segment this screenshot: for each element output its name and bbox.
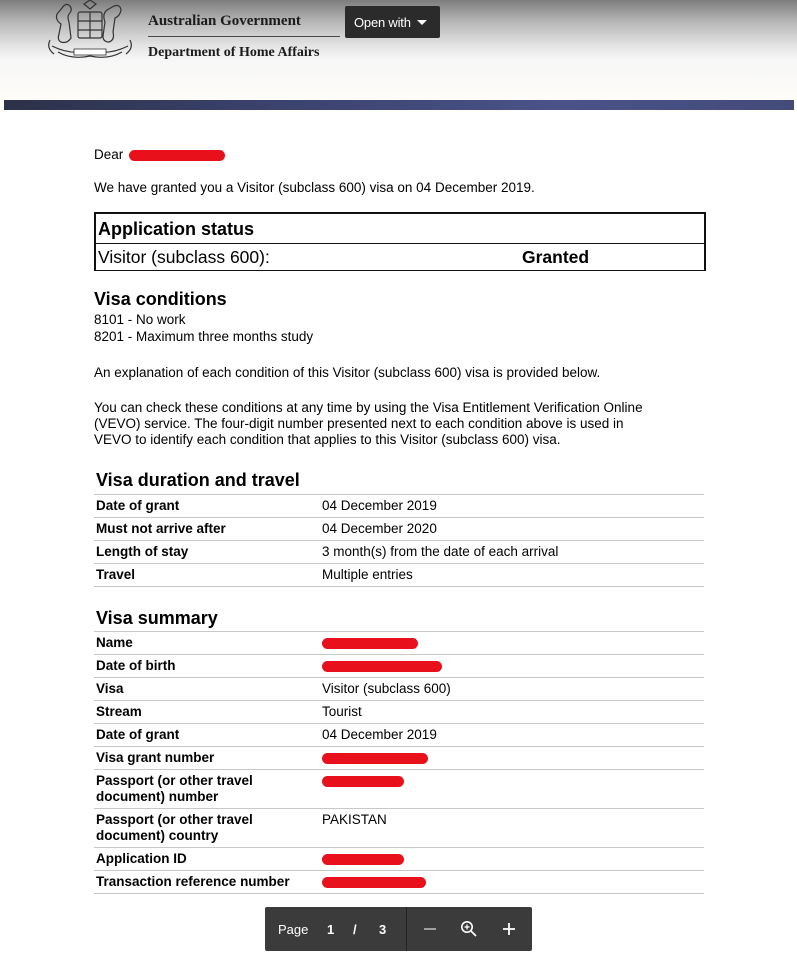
summary-heading: Visa summary bbox=[96, 608, 218, 628]
status-value: Granted bbox=[522, 247, 590, 267]
summary-table bbox=[94, 631, 704, 894]
table-row: Application ID bbox=[94, 848, 704, 871]
duration-table bbox=[94, 494, 704, 587]
greeting: Dear bbox=[94, 147, 225, 163]
condition-item: 8201 - Maximum three months study bbox=[94, 329, 314, 344]
table-row: Date of birth bbox=[94, 655, 704, 678]
redacted-value bbox=[322, 854, 404, 865]
redacted-value bbox=[322, 877, 426, 888]
open-with-label: Open with bbox=[354, 14, 411, 30]
table-row: Length of stay 3 month(s) from the date of each arrival bbox=[94, 541, 704, 564]
header-band bbox=[4, 100, 794, 110]
table-row: Date of grant 04 December 2019 bbox=[94, 495, 704, 518]
condition-item: 8101 - No work bbox=[94, 312, 186, 327]
table-row: Passport (or other travel document) country PAKISTAN bbox=[94, 809, 704, 848]
table-row: Travel Multiple entries bbox=[94, 564, 704, 587]
page-label: Page bbox=[278, 922, 309, 937]
government-title: Australian Government bbox=[148, 13, 301, 29]
coat-of-arms-icon bbox=[44, 0, 136, 66]
chevron-down-icon bbox=[417, 20, 427, 25]
minus-icon bbox=[422, 921, 438, 937]
total-pages: 3 bbox=[379, 922, 387, 937]
table-row: Name bbox=[94, 632, 704, 655]
redacted-value bbox=[322, 661, 442, 672]
redacted-value bbox=[322, 753, 428, 764]
current-page-number[interactable]: 1 bbox=[327, 922, 335, 937]
title-divider bbox=[148, 36, 340, 37]
status-label: Visitor (subclass 600): bbox=[98, 247, 270, 267]
zoom-in-button[interactable] bbox=[497, 917, 521, 941]
duration-heading: Visa duration and travel bbox=[96, 470, 300, 490]
table-row: Must not arrive after 04 December 2020 bbox=[94, 518, 704, 541]
page-separator: / bbox=[353, 922, 357, 937]
page-toolbar bbox=[265, 907, 532, 951]
redacted-value bbox=[322, 638, 418, 649]
table-row: Date of grant 04 December 2019 bbox=[94, 724, 704, 747]
conditions-heading: Visa conditions bbox=[94, 289, 227, 309]
status-heading: Application status bbox=[98, 219, 255, 239]
conditions-explanation: An explanation of each condition of this Visitor (subclass 600) visa is provided below. bbox=[94, 365, 601, 380]
zoom-out-button[interactable] bbox=[418, 917, 442, 941]
department-title: Department of Home Affairs bbox=[148, 45, 320, 60]
redacted-value bbox=[322, 776, 404, 787]
redacted-name bbox=[129, 150, 225, 161]
table-row: Stream Tourist bbox=[94, 701, 704, 724]
table-row: Visa grant number bbox=[94, 747, 704, 770]
table-row: Passport (or other travel document) number bbox=[94, 770, 704, 809]
vevo-paragraph-line: VEVO to identify each condition that applies to this Visitor (subclass 600) visa. bbox=[94, 432, 561, 447]
table-row: Transaction reference number bbox=[94, 871, 704, 894]
vevo-paragraph-line: (VEVO) service. The four-digit number presented next to each condition above is used in bbox=[94, 416, 624, 431]
zoom-icon bbox=[460, 920, 478, 938]
table-row: Visa Visitor (subclass 600) bbox=[94, 678, 704, 701]
open-with-button[interactable] bbox=[345, 6, 440, 38]
plus-icon bbox=[501, 921, 517, 937]
viewer-header bbox=[0, 0, 797, 100]
application-status-box bbox=[94, 212, 706, 271]
vevo-paragraph-line: You can check these conditions at any time by using the Visa Entitlement Verification Online bbox=[94, 400, 643, 415]
zoom-fit-button[interactable] bbox=[457, 917, 481, 941]
grant-intro: We have granted you a Visitor (subclass 600) visa on 04 December 2019. bbox=[94, 180, 535, 195]
